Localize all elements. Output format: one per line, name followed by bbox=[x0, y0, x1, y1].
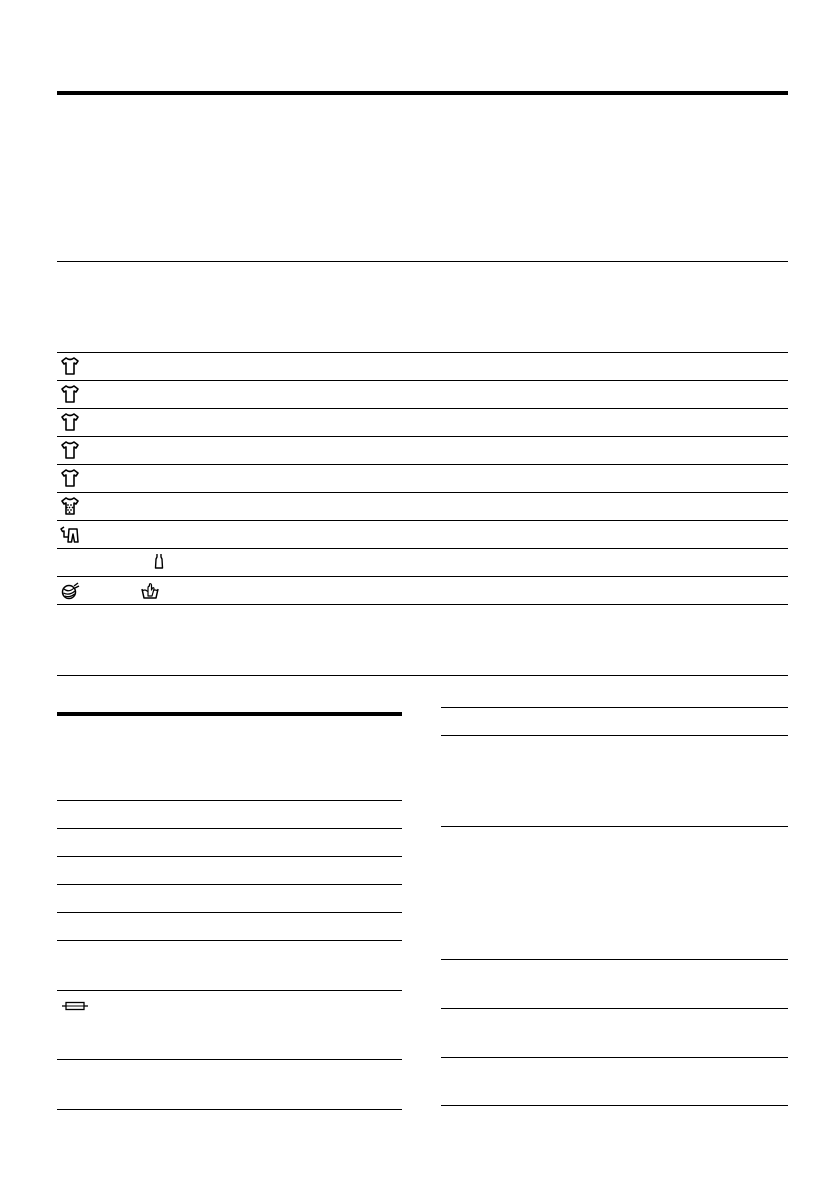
row-line bbox=[57, 380, 788, 381]
wool-yarn-icon bbox=[60, 581, 80, 601]
row-line bbox=[57, 940, 402, 941]
table-bottom-line bbox=[57, 1109, 402, 1110]
row-line bbox=[57, 520, 788, 521]
row-line bbox=[57, 884, 402, 885]
table-bottom-line bbox=[57, 675, 788, 676]
dotted-shirt-icon bbox=[60, 496, 80, 516]
row-line bbox=[441, 735, 788, 736]
cotton-shirt-icon bbox=[60, 384, 80, 404]
row-line bbox=[57, 464, 788, 465]
cotton-shirt-icon bbox=[60, 468, 80, 488]
row-line bbox=[57, 1059, 402, 1060]
cotton-shirt-icon bbox=[60, 356, 80, 376]
row-line bbox=[441, 1008, 788, 1009]
cotton-shirt-icon bbox=[60, 412, 80, 432]
row-line bbox=[57, 828, 402, 829]
row-line bbox=[441, 959, 788, 960]
top-section-rule bbox=[57, 91, 788, 95]
row-line bbox=[57, 604, 788, 605]
row-line bbox=[57, 352, 788, 353]
lower-left-section-rule bbox=[57, 712, 402, 716]
table-header-top-line bbox=[57, 261, 788, 262]
row-line bbox=[441, 1057, 788, 1058]
delicates-dress-icon bbox=[152, 553, 166, 569]
row-line bbox=[57, 408, 788, 409]
mixed-garments-icon bbox=[60, 524, 80, 544]
cotton-shirt-icon bbox=[60, 440, 80, 460]
row-line bbox=[57, 576, 788, 577]
fuse-icon bbox=[62, 998, 88, 1008]
row-line bbox=[441, 707, 788, 708]
row-line bbox=[57, 436, 788, 437]
table-bottom-line bbox=[441, 1105, 788, 1106]
row-line bbox=[57, 856, 402, 857]
row-line bbox=[57, 800, 402, 801]
row-line bbox=[57, 548, 788, 549]
row-line bbox=[57, 990, 402, 991]
row-line bbox=[57, 912, 402, 913]
row-line bbox=[441, 826, 788, 827]
row-line bbox=[57, 492, 788, 493]
hand-wash-basin-icon bbox=[140, 581, 160, 601]
